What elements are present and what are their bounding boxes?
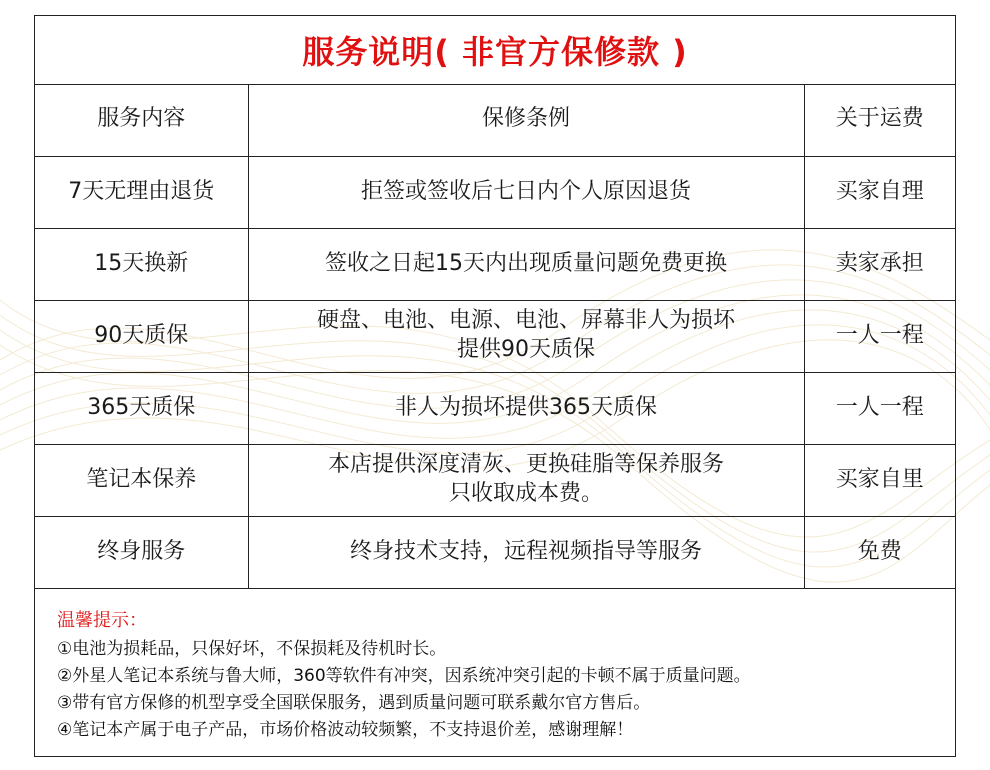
notes-section — [35, 592, 955, 744]
shipping-cell: 买家自理 — [804, 156, 955, 228]
service-cell: 笔记本保养 — [35, 444, 248, 516]
table-row — [35, 300, 955, 372]
table-row — [35, 516, 955, 588]
note-line: ①电池为损耗品，只保好坏，不保损耗及待机时长。 — [57, 639, 447, 659]
service-cell: 365天质保 — [35, 372, 248, 444]
terms-cell: 本店提供深度清灰、更换硅脂等保养服务 只收取成本费。 — [248, 444, 804, 516]
service-cell: 15天换新 — [35, 228, 248, 300]
note-line: ③带有官方保修的机型享受全国联保服务，遇到质量问题可联系戴尔官方售后。 — [57, 693, 651, 713]
table-row — [35, 156, 955, 228]
table-row — [35, 372, 955, 444]
title-row — [35, 16, 955, 85]
terms-cell: 非人为损坏提供365天质保 — [248, 372, 804, 444]
terms-cell: 拒签或签收后七日内个人原因退货 — [248, 156, 804, 228]
shipping-cell: 一人一程 — [804, 300, 955, 372]
terms-cell: 终身技术支持，远程视频指导等服务 — [248, 516, 804, 588]
note-line: ④笔记本产属于电子产品，市场价格波动较频繁，不支持退价差，感谢理解！ — [57, 720, 634, 740]
terms-cell: 签收之日起15天内出现质量问题免费更换 — [248, 228, 804, 300]
table-row — [35, 228, 955, 300]
notes-title: 温馨提示： — [57, 610, 147, 631]
service-cell: 90天质保 — [35, 300, 248, 372]
shipping-cell: 卖家承担 — [804, 228, 955, 300]
header-service: 服务内容 — [35, 84, 248, 156]
shipping-cell: 一人一程 — [804, 372, 955, 444]
shipping-cell: 买家自里 — [804, 444, 955, 516]
service-cell: 7天无理由退货 — [35, 156, 248, 228]
table-header-row — [35, 84, 955, 156]
header-shipping: 关于运费 — [804, 84, 955, 156]
service-sheet — [34, 15, 956, 757]
note-line: ②外星人笔记本系统与鲁大师，360等软件有冲突，因系统冲突引起的卡顿不属于质量问题。 — [57, 666, 751, 686]
terms-cell: 硬盘、电池、电源、电池、屏幕非人为损坏 提供90天质保 — [248, 300, 804, 372]
table-row — [35, 444, 955, 516]
shipping-cell: 免费 — [804, 516, 955, 588]
page-title: 服务说明( 非官方保修款 ) — [302, 33, 688, 71]
service-cell: 终身服务 — [35, 516, 248, 588]
service-table — [35, 84, 955, 589]
header-terms: 保修条例 — [248, 84, 804, 156]
